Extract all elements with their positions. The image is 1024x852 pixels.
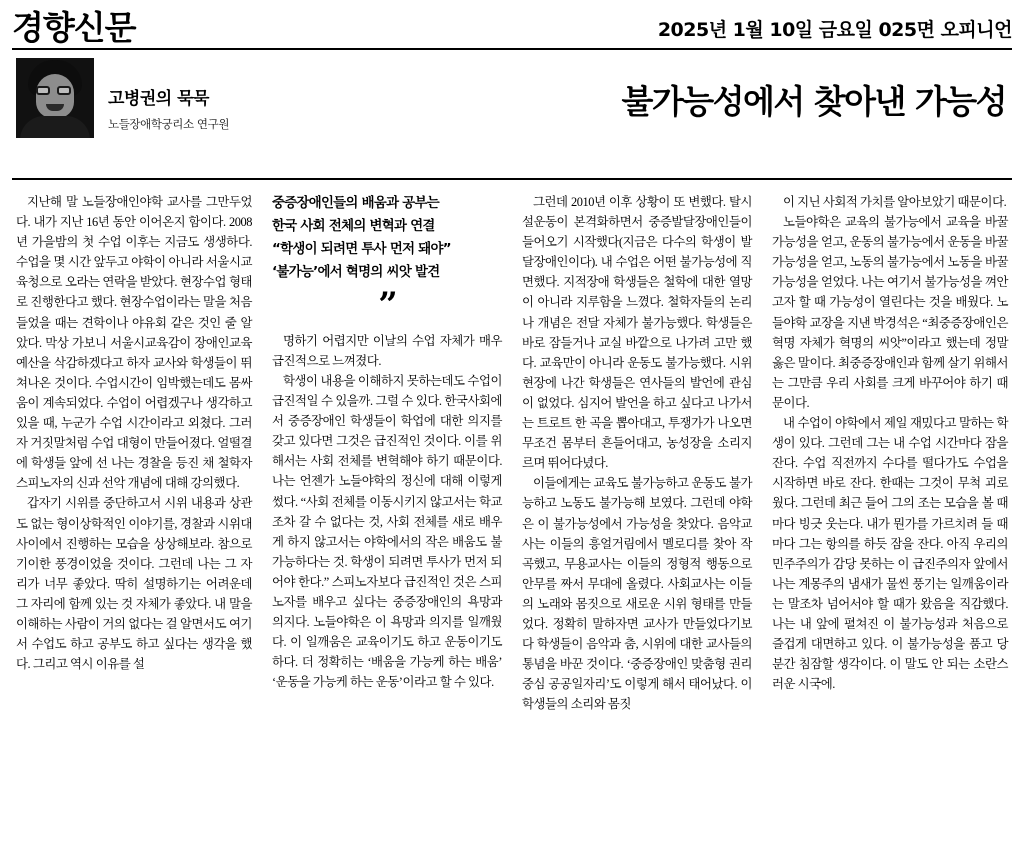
- headline-row: [12, 50, 1012, 168]
- portrait-face: [36, 74, 74, 118]
- pull-quote-line: 한국 사회 전체의 변혁과 연결: [272, 219, 435, 235]
- pull-quote-line: ‘불가능’에서 혁명의 씨앗 발견: [272, 265, 440, 281]
- paragraph: 그런데 2010년 이후 상황이 또 변했다. 탈시설운동이 본격화하면서 중증발달장애인들이 들어오기 시작했다(지금은 다수의 학생이 발달장애인이다). 내 수업은 어떤 불가능성에 직면했다. 지적장애 학생들은 철학에 대한 열망이 아니라 지루함을 느꼈다. 철학자들의 논리나 개념은 전달 자체가 불가능했다. 학생들은 바로 잠들거나 교실 바깥으로 나가려 고만 했다. 교육만이 아니라 운동도 불가능했다. 시위 현장에 나간 학생들은 연사들의 발언에 관심이 없었다. 심지어 발언을 하고 싶다고 나가서는 트로트 한 곡을 뽑아대고, 투쟁가가 나오면 무조건 몸부터 흔들어대고, 농성장을 소리지르며 뛰어다녔다.: [522, 195, 752, 471]
- column-title: 고병권의 묵묵: [108, 89, 209, 109]
- portrait-glasses-left: [36, 86, 50, 95]
- column-3: [512, 192, 762, 852]
- pull-quote-line: “학생이 되려면 투사 먼저 돼야”: [272, 242, 451, 258]
- paper-name: 경향신문: [12, 8, 136, 47]
- column-4: [762, 192, 1012, 852]
- paragraph: 이 지닌 사회적 가치를 알아보았기 때문이다.: [783, 195, 1007, 209]
- article-headline: 불가능성에서 찾아낸 가능성: [621, 82, 1006, 121]
- paragraph: 학생이 내용을 이해하지 못하는데도 수업이 급진적일 수 있을까. 그럴 수 있다. 한국사회에서 중증장애인 학생들이 학업에 대한 의지를 갖고 있다면 그것은 급진적인 것이다. 이를 위해서는 사회 전체를 변혁해야 하기 때문이다. 나는 언젠가 노들야학의 정신에 대해 이렇게 썼다. “사회 전체를 이동시키지 않고서는 학교조차 갈 수 없다는 것, 사회 전체를 새로 배우게 하지 않고서는 야학에서의 작은 배움도 불가능하다는 것. 학생이 되려면 투사가 먼저 되어야 한다.” 스피노자보다 급진적인 것은 스피노자를 배우고 싶다는 중증장애인의 욕망과 의지다. 노들야학은 이 욕망과 의지를 일깨웠다. 이 일깨움은 교육이기도 하고 운동이기도 하다. 더 정확히는 ‘배움을 가능케 하는 배움’ ‘운동을 가능케 하는 운동’이라고 할 수 있다.: [272, 373, 502, 690]
- pull-quote-line: 중증장애인들의 배움과 공부는: [272, 196, 439, 211]
- column-1: [12, 192, 262, 852]
- masthead: [12, 0, 1012, 47]
- article-columns: [12, 192, 1012, 852]
- paragraph: 노들야학은 교육의 불가능에서 교육을 바꿀 가능성을 얻고, 운동의 불가능에서 운동을 바꿀 가능성을 얻고, 노동의 불가능에서 노동을 바꿀 가능성을 얻었다. 나는 여기서 불가능성을 껴안고자 할 때 가능성이 열린다는 것을 배웠다. 노들야학 교장을 지낸 박경석은 “최중증장애인은 혁명 자체가 혁명의 씨앗”이라고 했는데 정말 옳은 말이다. 최중증장애인과 함께 살기 위해서는 그만큼 우리 사회를 크게 바꾸어야 하기 때문이다.: [772, 215, 1008, 410]
- paragraph: 지난해 말 노들장애인야학 교사를 그만두었다. 내가 지난 16년 동안 이어온지 함이다. 2008년 가을밤의 첫 수업 이후는 지금도 생생하다. 수업을 몇 시간 앞두고 야학이 아니라 서울시교육청으로 오라는 연락을 받았다. 현장수업 형태로 진행한다고 했다. 현장수업이라는 말을 처음 들었을 때는 견학이나 야유회 같은 것인 줄 알았다. 막상 가보니 서울시교육감이 장애인교육 예산을 삭감하겠다고 하자 교사와 학생들이 뛰쳐나온 것이다. 수업시간이 임박했는데도 몸싸움이 계속되었다. 수업이 어렵겠구나 생각하고 있을 때, 누군가 수업 시간이라고 외쳤다. 그러자 거짓말처럼 수업 대형이 만들어졌다. 얼떨결에 학생들 앞에 선 나는 경찰을 등진 채 철학자 스피노자의 신과 선악 개념에 대해 강의했다.: [16, 195, 252, 491]
- portrait-glasses-right: [57, 86, 71, 95]
- byline-text: [94, 58, 229, 132]
- portrait-body: [20, 116, 90, 138]
- headline-block: [342, 58, 1012, 120]
- paragraph: 내 수업이 야학에서 제일 재밌다고 말하는 학생이 있다. 그런데 그는 내 수업 시간마다 잠을 잔다. 수업 직전까지 수다를 떨다가도 수업을 시작하면 바로 잔다. 한때는 그것이 무척 괴로웠다. 그런데 최근 들어 그의 조는 모습을 볼 때마다 빙긋 웃는다. 내가 뭔가를 가르치려 들 때마다 그는 항의를 하듯 잠을 잔다. 아직 우리의 민주주의가 감당 못하는 이 급진주의자 앞에서 나는 계몽주의 냄새가 물씬 풍기는 일깨움이라는 말조차 넘어서야 할 때가 왔음을 직감했다. 나는 내 앞에 펼쳐진 이 불가능성과 처음으로 즐겁게 대면하고 있다. 이 불가능성을 품고 당분간 침잠할 생각이다. 이 말도 안 되는 소란스러운 시국에.: [772, 416, 1008, 692]
- column-2: [262, 192, 512, 852]
- headline-divider: [12, 178, 1012, 180]
- paragraph: 명하기 어렵지만 이날의 수업 자체가 매우 급진적으로 느껴졌다.: [272, 333, 502, 368]
- paragraph: 갑자기 시위를 중단하고서 시위 내용과 상관도 없는 형이상학적인 이야기를, 경찰과 시위대 사이에서 진행하는 모습을 상상해보라. 참으로 기이한 풍경이었을 것이다. 그런데 나는 그 자리가 너무 좋았다. 딱히 설명하기는 어려운데 그 자리에 함께 있는 것 자체가 좋았다. 내 말을 이해하는 사람이 거의 없다는 걸 알면서도 여기서 수업도 하고 공부도 하고 싶다는 생각을 했다. 그리고 역시 이유를 설: [16, 496, 252, 672]
- byline-block: [12, 58, 342, 138]
- columnist-portrait: [16, 58, 94, 138]
- issue-line: 2025년 1월 10일 금요일 025면 오피니언: [657, 19, 1012, 41]
- pull-quote: [272, 192, 502, 284]
- paragraph: 이들에게는 교육도 불가능하고 운동도 불가능하고 노동도 불가능해 보였다. 그런데 야학은 이 불가능성에서 가능성을 찾았다. 음악교사는 이들의 흥얼거림에서 멜로디를 찾아 작곡했고, 무용교사는 이들의 정형적 행동으로 안무를 짜서 무대에 올렸다. 사회교사는 이들의 노래와 몸짓으로 새로운 시위 형태를 만들었다. 정확히 말하자면 교사가 만들었다기보다 학생들이 음악과 춤, 시위에 대한 교사들의 통념을 바꾼 것이다. ‘중증장애인 맞춤형 권리중심 공공일자리’도 이렇게 해서 태어났다. 이 학생들의 소리와 몸짓: [522, 476, 752, 712]
- quote-mark-icon: ”: [378, 285, 396, 326]
- author-affiliation: 노들장애학궁리소 연구원: [108, 117, 230, 131]
